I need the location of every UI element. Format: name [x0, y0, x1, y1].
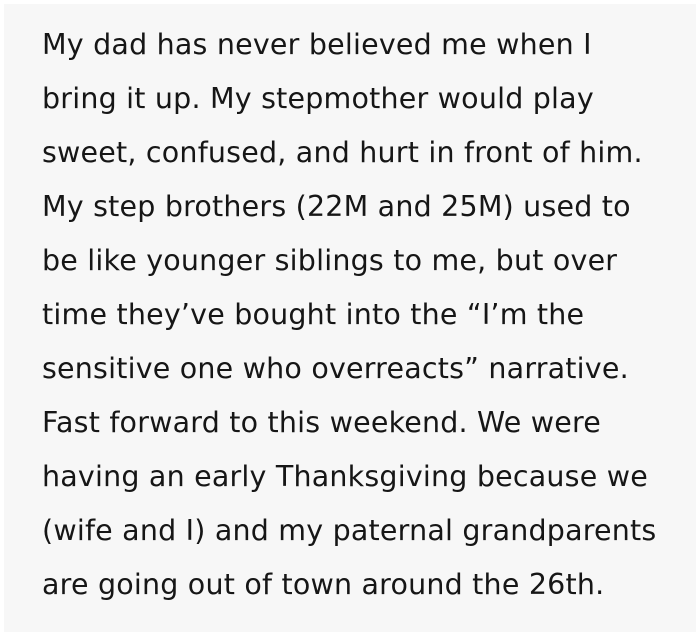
post-text-line: bring it up. My stepmother would play — [42, 82, 594, 115]
post-text-line: be like younger siblings to me, but over — [42, 244, 618, 277]
post-text-line: My step brothers (22M and 25M) used to — [42, 190, 631, 223]
post-text-line: My dad has never believed me when I — [42, 28, 592, 61]
post-text-line: are going out of town around the 26th. — [42, 568, 605, 601]
post-text-line: sensitive one who overreacts” narrative. — [42, 352, 629, 385]
post-text-line: having an early Thanksgiving because we — [42, 460, 648, 493]
post-text-line: time they’ve bought into the “I’m the — [42, 298, 585, 331]
post-text-line: Fast forward to this weekend. We were — [42, 406, 602, 439]
post-text-line: (wife and I) and my paternal grandparents — [42, 514, 657, 547]
post-text-line: sweet, confused, and hurt in front of him. — [42, 136, 643, 169]
